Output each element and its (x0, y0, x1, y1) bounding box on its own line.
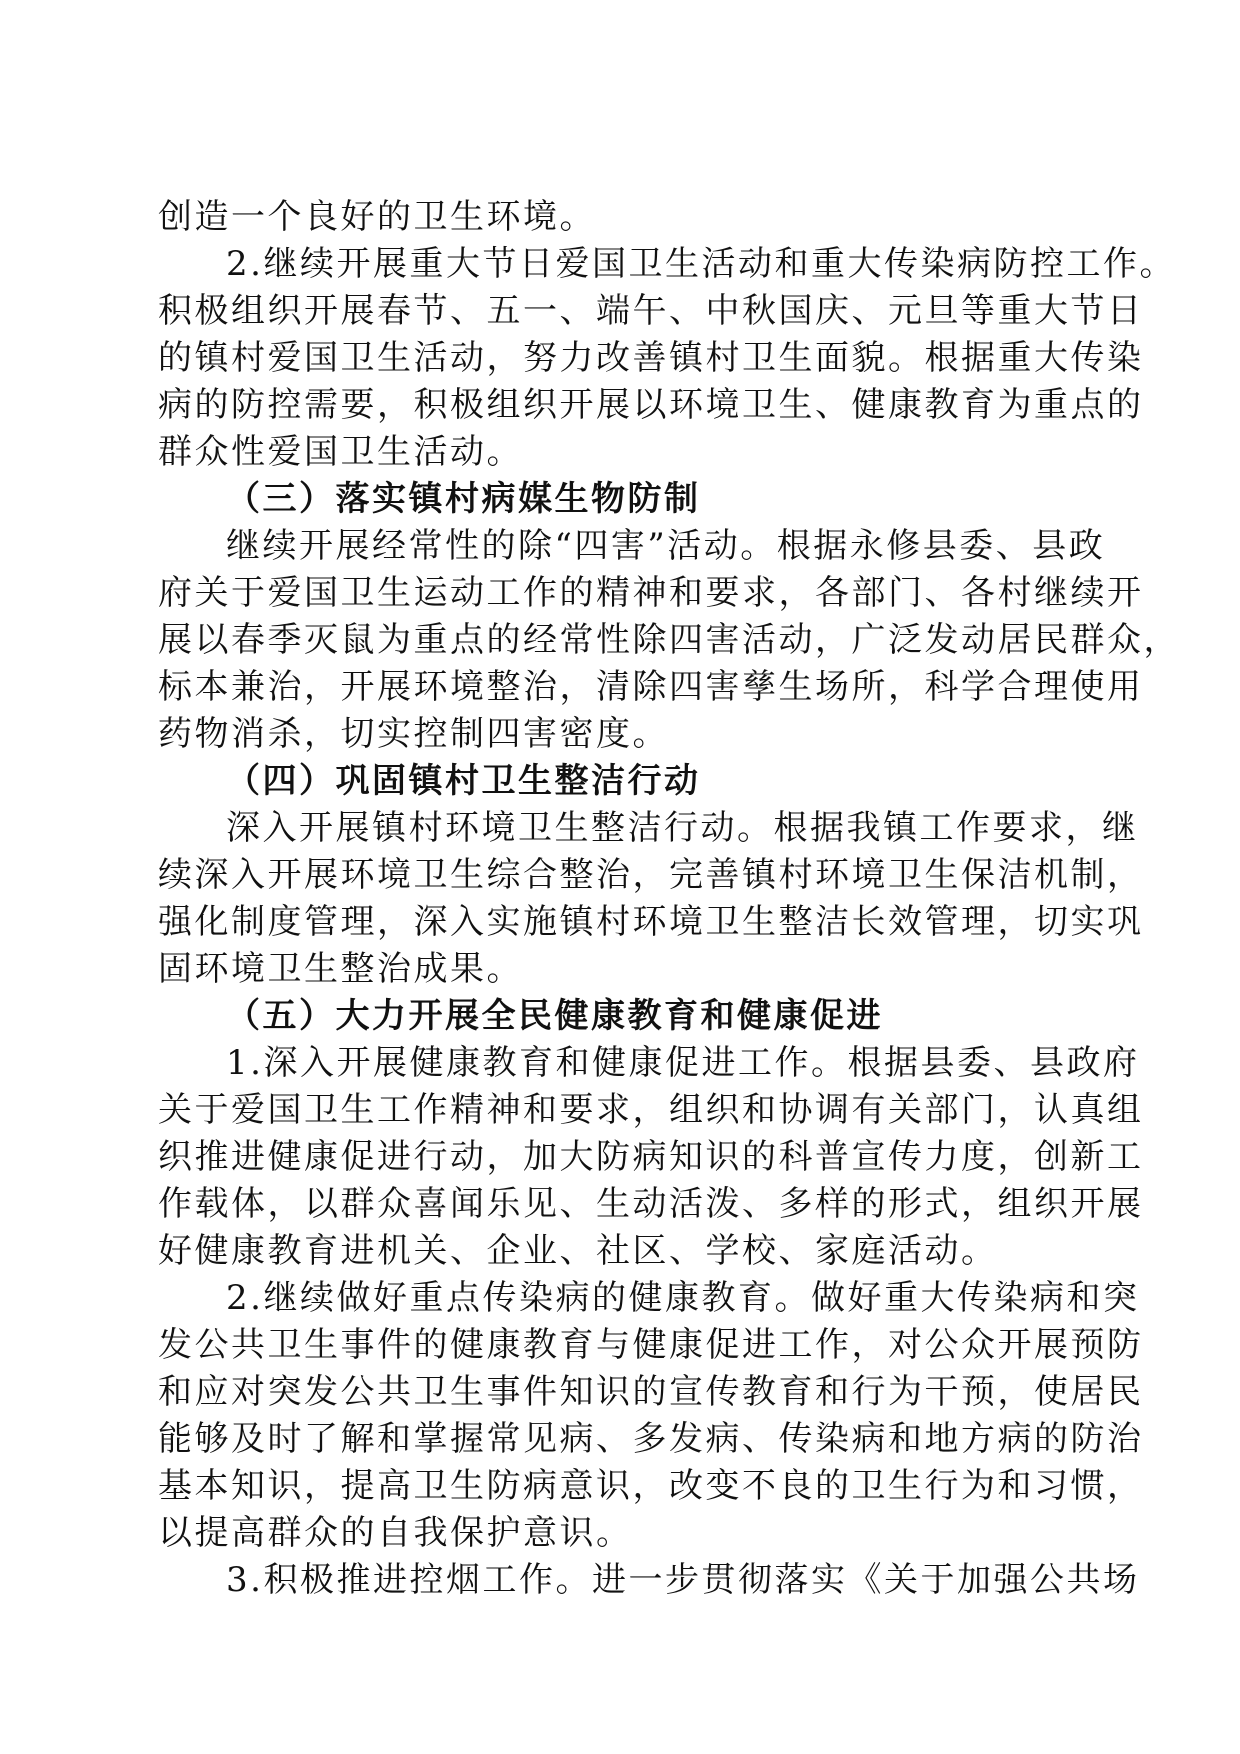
paragraph-start: 继续开展经常性的除“四害”活动。根据永修县委、县政 (226, 526, 1106, 566)
text-line: 强化制度管理，深入实施镇村环境卫生整洁长效管理，切实巩 (158, 902, 1144, 942)
text-line: 群众性爱国卫生活动。 (158, 432, 523, 472)
text-line: 病的防控需要，积极组织开展以环境卫生、健康教育为重点的 (158, 385, 1144, 425)
text-line: 和应对突发公共卫生事件知识的宣传教育和行为干预，使居民 (158, 1372, 1144, 1412)
paragraph-start: 2.继续开展重大节日爱国卫生活动和重大传染病防控工作。 (226, 244, 1176, 284)
section-heading: （三）落实镇村病媒生物防制 (226, 479, 701, 519)
text-line: 固环境卫生整治成果。 (158, 949, 523, 989)
text-line: 好健康教育进机关、企业、社区、学校、家庭活动。 (158, 1231, 998, 1271)
text-line: 创造一个良好的卫生环境。 (158, 197, 596, 237)
text-line: 府关于爱国卫生运动工作的精神和要求，各部门、各村继续开 (158, 573, 1144, 613)
text-line: 以提高群众的自我保护意识。 (158, 1513, 633, 1553)
text-line: 织推进健康促进行动，加大防病知识的科普宣传力度，创新工 (158, 1137, 1144, 1177)
paragraph-start: 3.积极推进控烟工作。进一步贯彻落实《关于加强公共场 (226, 1560, 1140, 1600)
paragraph-start: 深入开展镇村环境卫生整洁行动。根据我镇工作要求，继 (226, 808, 1139, 848)
text-line: 展以春季灭鼠为重点的经常性除四害活动，广泛发动居民群众， (158, 620, 1180, 660)
text-line: 作载体，以群众喜闻乐见、生动活泼、多样的形式，组织开展 (158, 1184, 1144, 1224)
text-line: 积极组织开展春节、五一、端午、中秋国庆、元旦等重大节日 (158, 291, 1144, 331)
document-body (158, 194, 1180, 1604)
text-line: 能够及时了解和掌握常见病、多发病、传染病和地方病的防治 (158, 1419, 1144, 1459)
text-line: 标本兼治，开展环境整治，清除四害孳生场所，科学合理使用 (158, 667, 1144, 707)
text-line: 的镇村爱国卫生活动，努力改善镇村卫生面貌。根据重大传染 (158, 338, 1144, 378)
section-heading: （四）巩固镇村卫生整洁行动 (226, 761, 701, 801)
paragraph-start: 1.深入开展健康教育和健康促进工作。根据县委、县政府 (226, 1043, 1140, 1083)
paragraph-start: 2.继续做好重点传染病的健康教育。做好重大传染病和突 (226, 1278, 1140, 1318)
text-line: 关于爱国卫生工作精神和要求，组织和协调有关部门，认真组 (158, 1090, 1144, 1130)
text-line: 续深入开展环境卫生综合整治，完善镇村环境卫生保洁机制， (158, 855, 1144, 895)
text-line: 发公共卫生事件的健康教育与健康促进工作，对公众开展预防 (158, 1325, 1144, 1365)
text-line: 药物消杀，切实控制四害密度。 (158, 714, 669, 754)
text-line: 基本知识，提高卫生防病意识，改变不良的卫生行为和习惯， (158, 1466, 1144, 1506)
section-heading: （五）大力开展全民健康教育和健康促进 (226, 996, 883, 1036)
